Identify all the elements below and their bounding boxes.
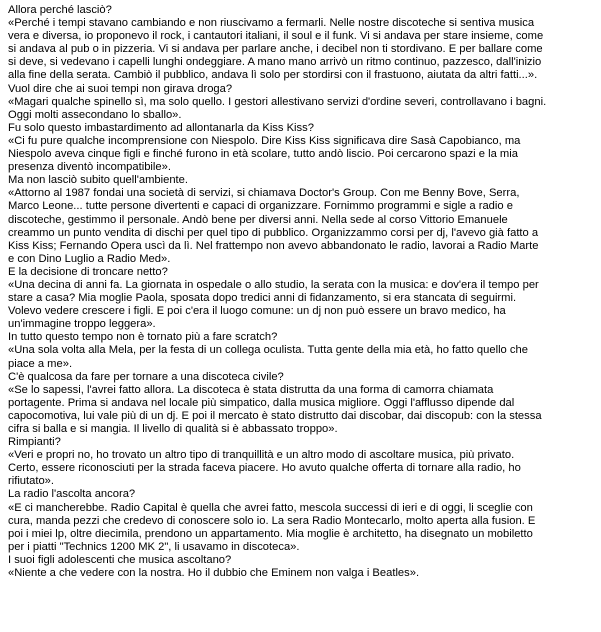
- text-line: Kiss Kiss; Fernando Opera uscì da lì. Nel frattempo non avevo abbandonato le radio, lavorai a Radio Marte: [8, 239, 539, 252]
- text-line: Allora perché lasciò?: [8, 4, 112, 16]
- text-line: La radio l'ascolta ancora?: [8, 488, 136, 501]
- text-line: e con Dino Luglio a Radio Med».: [8, 252, 171, 265]
- interview-text: [8, 4, 596, 580]
- text-line: I suoi figli adolescenti che musica ascoltano?: [8, 553, 232, 566]
- text-line: «Attorno al 1987 fondai una società di servizi, si chiamava Doctor's Group. Con me Benny Bove, Serra,: [8, 187, 520, 200]
- text-line: Ma non lasciò subito quell'ambiente.: [8, 174, 188, 187]
- text-line: Oggi molti assecondano lo sballo».: [8, 108, 182, 121]
- text-line: «Una decina di anni fa. La giornata in ospedale o allo studio, la serata con la musica: e dov'era il tempo per: [8, 278, 539, 291]
- text-line: Niespolo aveva cinque figli e finché furono in età scolare, tutto andò liscio. Poi cercarono spazi e la mia: [8, 148, 518, 161]
- text-line: presenza diventò incompatibile».: [8, 161, 171, 174]
- text-line: per i piatti "Technics 1200 MK 2", li usavamo in discoteca».: [8, 540, 300, 553]
- text-line: «Ci fu pure qualche incomprensione con Niespolo. Dire Kiss Kiss significava dire Sasà Capobianco, ma: [8, 134, 521, 147]
- text-line: portagente. Prima si andava nel locale più simpatico, dalla musica migliore. Oggi l'afflusso dipende dal: [8, 396, 515, 409]
- text-line: capocomotiva, lui vale più di un dj. E poi il mercato è stato distrutto dai discobar, dai discopub: con la stessa: [8, 409, 542, 422]
- text-line: Certo, essere riconosciuti per la strada faceva piacere. Ho avuto qualche offerta di tornare alla radio, ho: [8, 462, 521, 475]
- text-line: cura, manda pezzi che credevo di conoscere solo io. La sera Radio Montecarlo, molto aperta alla fusion. E: [8, 514, 536, 527]
- text-line: «Perché i tempi stavano cambiando e non riuscivamo a fermarli. Nelle nostre discoteche si sentiva musica: [8, 17, 535, 30]
- text-line: poi i miei lp, oltre diecimila, prendono un appartamento. Mia moglie è architetto, ha disegnato un mobiletto: [8, 527, 533, 540]
- text-line: vera e diversa, io proponevo il rock, i cantautori italiani, il soul e il funk. Vi si andava per stare insieme, come: [8, 30, 544, 43]
- text-line: si andava al pub o in pizzeria. Vi si andava per parlare anche, i decibel non ti stordivano. E per ballare come: [8, 43, 543, 56]
- text-line: discoteche, gestimmo il personale. Andò bene per diversi anni. Nella sede al corso Vittorio Emanuele: [8, 213, 508, 226]
- text-line: «Magari qualche spinello sì, ma solo quello. I gestori allestivano servizi d'ordine severi, controllavano i bagni.: [8, 95, 547, 108]
- text-line: Rimpianti?: [8, 436, 61, 449]
- text-line: creammo un punto vendita di dischi per quel tipo di pubblico. Organizzammo corsi per dj, l'avevo già fatto a: [8, 226, 539, 239]
- text-line: si deve, si vedevano i capelli lunghi ondeggiare. A mano mano arrivò un ritmo continuo, pazzesco, dall'inizio: [8, 56, 542, 69]
- text-line: rifiutato».: [8, 475, 55, 488]
- text-line: Marco Leone... tutte persone divertenti e capaci di organizzare. Fornimmo programmi e sigle a radio e: [8, 200, 513, 213]
- text-line: «Una sola volta alla Mela, per la festa di un collega oculista. Tutta gente della mia età, ho fatto quello che: [8, 344, 528, 357]
- text-line: stare a casa? Mia moglie Paola, sposata dopo tredici anni di fidanzamento, si era stancata di seguirmi.: [8, 292, 517, 305]
- text-line: un'immagine troppo leggera».: [8, 318, 156, 331]
- text-line: In tutto questo tempo non è tornato più a fare scratch?: [8, 331, 278, 344]
- text-line: Vuol dire che ai suoi tempi non girava droga?: [8, 82, 233, 95]
- text-line: Volevo vedere crescere i figli. E poi c'era il luogo comune: un dj non può essere un bravo medico, ha: [8, 305, 506, 318]
- text-line: «Niente a che vedere con la nostra. Ho il dubbio che Eminem non valga i Beatles».: [8, 567, 420, 580]
- text-line: «Se lo sapessi, l'avrei fatto allora. La discoteca è stata distrutta da una forma di camorra chiamata: [8, 383, 494, 396]
- text-line: E la decisione di troncare netto?: [8, 265, 168, 278]
- text-line: C'è qualcosa da fare per tornare a una discoteca civile?: [8, 370, 284, 383]
- text-line: «E ci mancherebbe. Radio Capital è quella che avrei fatto, mescola successi di ieri e di oggi, li sceglie con: [8, 501, 533, 514]
- text-line: cifra si balla e si mangia. Il livello di qualità si è abbassato troppo».: [8, 423, 338, 435]
- text-line: Fu solo questo imbastardimento ad allontanarla da Kiss Kiss?: [8, 121, 314, 134]
- text-line: «Veri e propri no, ho trovato un altro tipo di tranquillità e un altro modo di ascoltare musica, più privato.: [8, 449, 515, 462]
- text-line: alla fine della serata. Cambiò il pubblico, andava lì solo per stordirsi con il frastuono, aiutata da altri fatti...».: [8, 69, 538, 82]
- text-line: piace a me».: [8, 357, 73, 370]
